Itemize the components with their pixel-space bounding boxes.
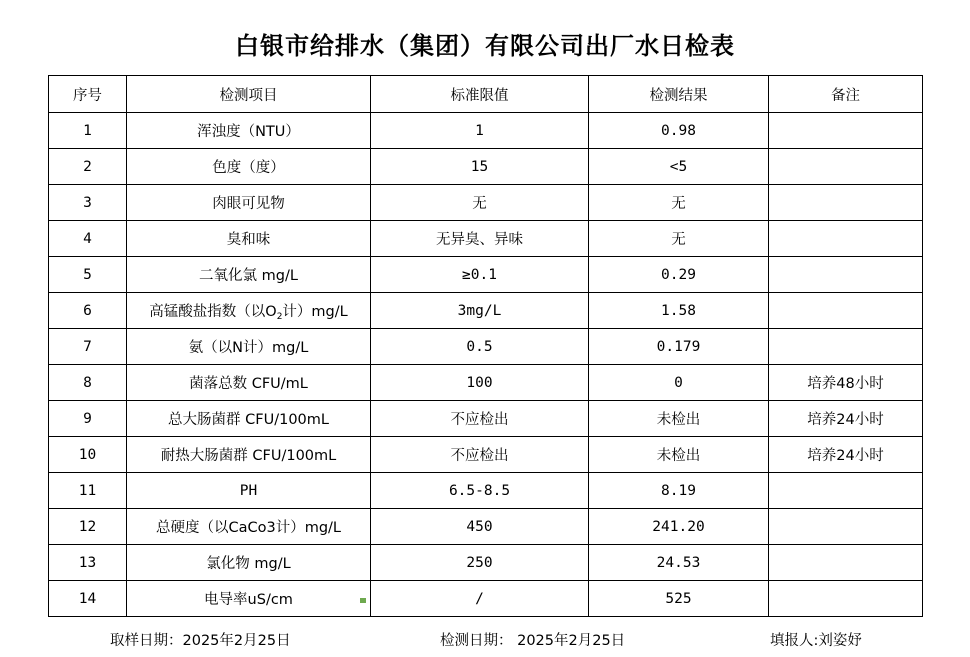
table-row bbox=[49, 473, 923, 509]
cell-item: 高锰酸盐指数（以$O_2$计）mg/L bbox=[127, 293, 371, 329]
cell-no: 11 bbox=[49, 473, 127, 509]
column-header-remark: 备注 bbox=[769, 76, 923, 113]
cell-remark bbox=[769, 149, 923, 185]
cell-remark bbox=[769, 329, 923, 365]
cell-remark bbox=[769, 257, 923, 293]
column-header-no: 序号 bbox=[49, 76, 127, 113]
cell-limit: 1 bbox=[371, 113, 589, 149]
water-quality-table bbox=[48, 75, 923, 617]
cell-remark: 培养24小时 bbox=[769, 401, 923, 437]
cell-no: 4 bbox=[49, 221, 127, 257]
table-row bbox=[49, 185, 923, 221]
test-date: 检测日期： 2025年2月25日 bbox=[440, 633, 626, 649]
table-row bbox=[49, 437, 923, 473]
cell-item: 臭和味 bbox=[127, 221, 371, 257]
cell-result: 1.58 bbox=[589, 293, 769, 329]
cell-item: 氨（以N计）mg/L bbox=[127, 329, 371, 365]
cell-remark bbox=[769, 293, 923, 329]
cell-no: 5 bbox=[49, 257, 127, 293]
cell-item: 浑浊度（NTU） bbox=[127, 113, 371, 149]
cell-item: 肉眼可见物 bbox=[127, 185, 371, 221]
cell-no: 14 bbox=[49, 581, 127, 617]
cell-limit: ≥0.1 bbox=[371, 257, 589, 293]
table-row bbox=[49, 365, 923, 401]
cell-remark bbox=[769, 113, 923, 149]
cell-no: 10 bbox=[49, 437, 127, 473]
cell-result: 无 bbox=[589, 221, 769, 257]
cell-item: 电导率uS/cm bbox=[127, 581, 371, 617]
cell-limit: / bbox=[371, 581, 589, 617]
cell-result: 241.20 bbox=[589, 509, 769, 545]
cell-remark bbox=[769, 185, 923, 221]
table-row bbox=[49, 257, 923, 293]
cell-limit: 100 bbox=[371, 365, 589, 401]
cell-result: 0.29 bbox=[589, 257, 769, 293]
green-marker bbox=[360, 598, 366, 603]
column-header-item: 检测项目 bbox=[127, 76, 371, 113]
table-row bbox=[49, 545, 923, 581]
column-header-limit: 标准限值 bbox=[371, 76, 589, 113]
cell-item: 氯化物 mg/L bbox=[127, 545, 371, 581]
sample-date: 取样日期：2025年2月25日 bbox=[110, 633, 291, 649]
cell-limit: 250 bbox=[371, 545, 589, 581]
cell-remark bbox=[769, 545, 923, 581]
column-header-result: 检测结果 bbox=[589, 76, 769, 113]
cell-remark bbox=[769, 221, 923, 257]
cell-limit: 0.5 bbox=[371, 329, 589, 365]
cell-result: 0 bbox=[589, 365, 769, 401]
cell-limit: 不应检出 bbox=[371, 401, 589, 437]
cell-no: 1 bbox=[49, 113, 127, 149]
cell-result: 0.179 bbox=[589, 329, 769, 365]
cell-result: 未检出 bbox=[589, 437, 769, 473]
table-header-row bbox=[49, 76, 923, 113]
cell-no: 6 bbox=[49, 293, 127, 329]
cell-limit: 无异臭、异味 bbox=[371, 221, 589, 257]
cell-limit: 不应检出 bbox=[371, 437, 589, 473]
cell-limit: 450 bbox=[371, 509, 589, 545]
cell-remark bbox=[769, 581, 923, 617]
cell-no: 12 bbox=[49, 509, 127, 545]
cell-result: <5 bbox=[589, 149, 769, 185]
cell-no: 13 bbox=[49, 545, 127, 581]
table-row bbox=[49, 113, 923, 149]
cell-remark bbox=[769, 473, 923, 509]
cell-item: 总硬度（以CaCo3计）mg/L bbox=[127, 509, 371, 545]
cell-no: 8 bbox=[49, 365, 127, 401]
page-title: 白银市给排水（集团）有限公司出厂水日检表 bbox=[235, 32, 735, 60]
cell-limit: 15 bbox=[371, 149, 589, 185]
table-row bbox=[49, 293, 923, 329]
cell-item: 耐热大肠菌群 CFU/100mL bbox=[127, 437, 371, 473]
table-row bbox=[49, 149, 923, 185]
cell-result: 0.98 bbox=[589, 113, 769, 149]
cell-result: 8.19 bbox=[589, 473, 769, 509]
cell-result: 24.53 bbox=[589, 545, 769, 581]
cell-remark: 培养48小时 bbox=[769, 365, 923, 401]
cell-item: 色度（度） bbox=[127, 149, 371, 185]
cell-limit: 3mg/L bbox=[371, 293, 589, 329]
cell-item: 总大肠菌群 CFU/100mL bbox=[127, 401, 371, 437]
table-row bbox=[49, 581, 923, 617]
table-row bbox=[49, 509, 923, 545]
cell-remark: 培养24小时 bbox=[769, 437, 923, 473]
cell-limit: 无 bbox=[371, 185, 589, 221]
cell-result: 无 bbox=[589, 185, 769, 221]
cell-item: PH bbox=[127, 473, 371, 509]
cell-result: 525 bbox=[589, 581, 769, 617]
filled-by: 填报人:刘姿妤 bbox=[770, 633, 862, 649]
cell-no: 7 bbox=[49, 329, 127, 365]
cell-limit: 6.5-8.5 bbox=[371, 473, 589, 509]
table-row bbox=[49, 401, 923, 437]
cell-item: 菌落总数 CFU/mL bbox=[127, 365, 371, 401]
cell-item: 二氧化氯 mg/L bbox=[127, 257, 371, 293]
cell-no: 2 bbox=[49, 149, 127, 185]
table-row bbox=[49, 329, 923, 365]
footer bbox=[0, 617, 970, 650]
report-table-container bbox=[0, 75, 970, 617]
cell-remark bbox=[769, 509, 923, 545]
cell-no: 3 bbox=[49, 185, 127, 221]
table-row bbox=[49, 221, 923, 257]
cell-no: 9 bbox=[49, 401, 127, 437]
cell-result: 未检出 bbox=[589, 401, 769, 437]
